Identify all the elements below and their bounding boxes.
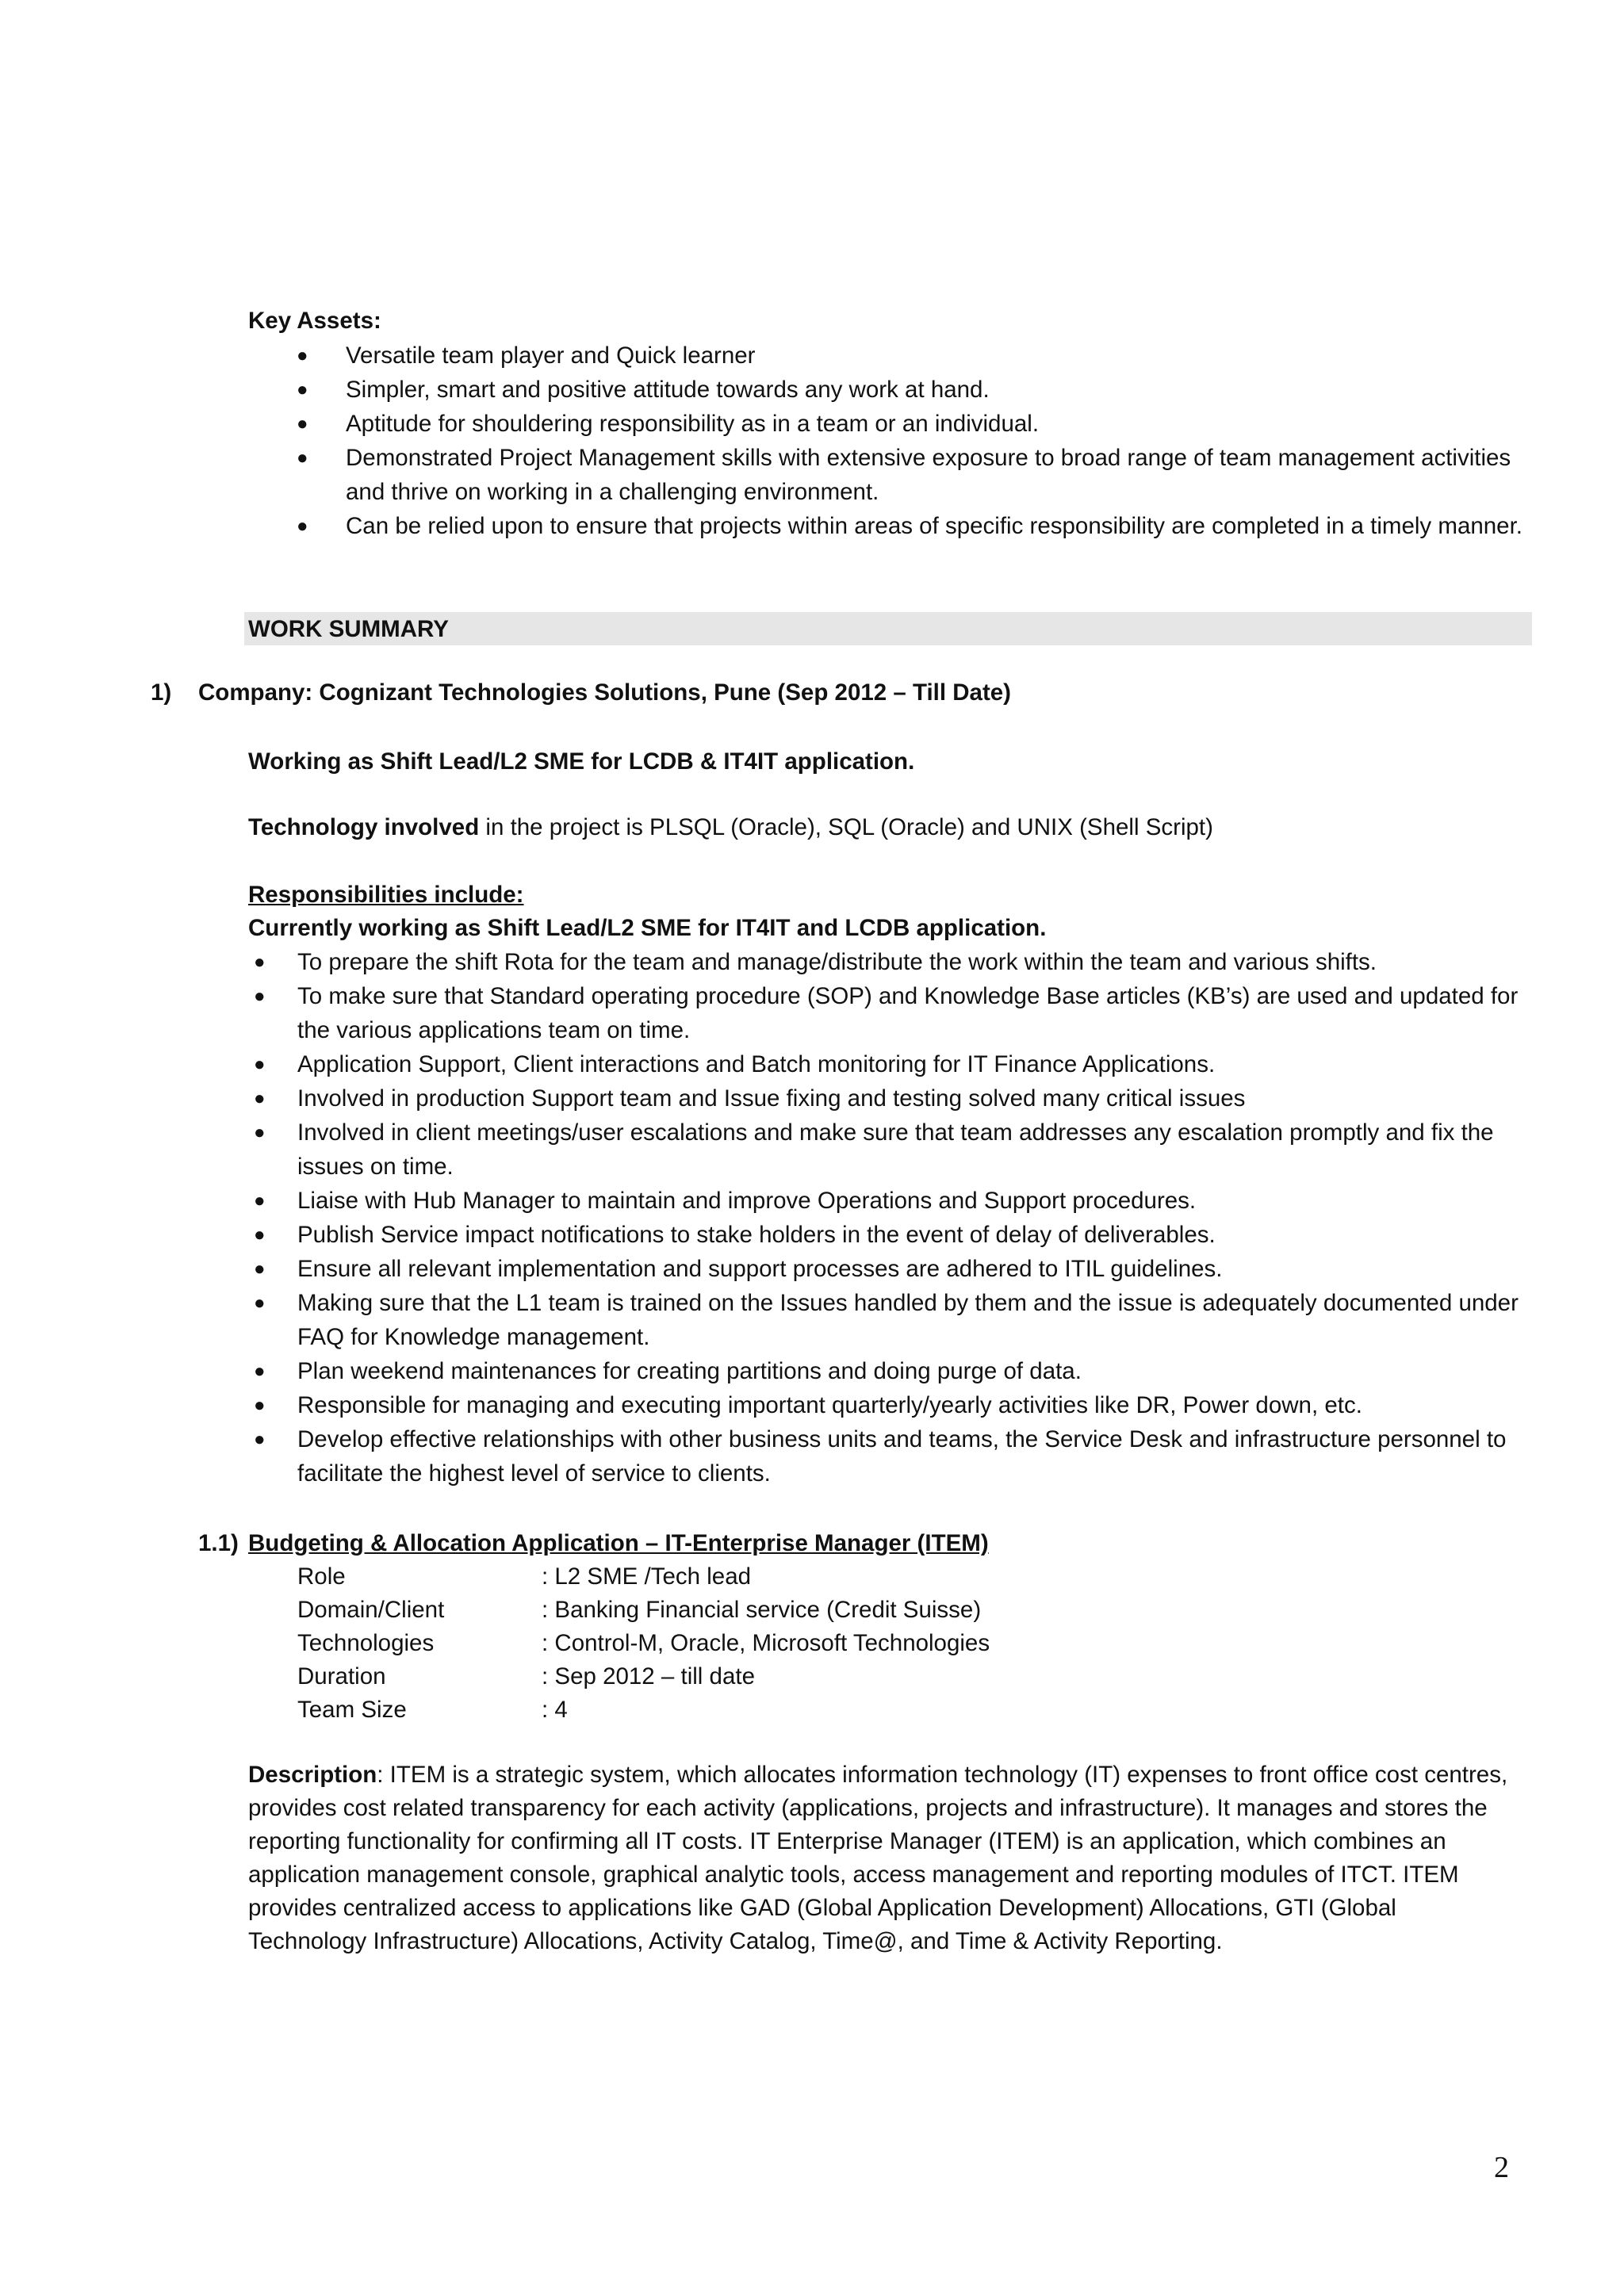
list-item: ● Ensure all relevant implementation and support processes are adhered to ITIL guidelines. [244,1252,1533,1286]
table-row [297,1597,990,1630]
bullet-icon: ● [254,1224,266,1246]
bullet-icon: ● [254,1360,266,1382]
detail-key: Technologies [297,1630,435,1656]
technology-text: in the project is PLSQL (Oracle), SQL (Oracle) and UNIX (Shell Script) [479,814,1213,840]
responsibilities-heading: Responsibilities include: [248,882,524,908]
key-assets-heading: Key Assets: [248,308,381,334]
list-item: ● Develop effective relationships with other business units and teams, the Service Desk and infrastructure personnel to facilitate the highest level of service to clients. [244,1422,1533,1490]
key-assets-list [244,339,1529,543]
project-details-table [297,1563,990,1730]
responsibilities-list [244,945,1533,1490]
bullet-icon: ● [254,1258,266,1280]
company-number: 1) [151,679,172,706]
bullet-icon: ● [254,1292,266,1314]
detail-value: : Control-M, Oracle, Microsoft Technologies [542,1630,990,1656]
table-row [297,1630,990,1663]
list-item: ● Versatile team player and Quick learner [244,339,1529,373]
bullet-icon: ● [254,985,266,1007]
list-item: ● Simpler, smart and positive attitude towards any work at hand. [244,373,1529,407]
list-item: ● Involved in client meetings/user escalations and make sure that team addresses any escalation promptly and fix the issues on time. [244,1115,1533,1184]
detail-key: Role [297,1563,346,1590]
company-label: Company: Cognizant Technologies Solutions, Pune (Sep 2012 – Till Date) [198,679,1011,706]
detail-value: : Sep 2012 – till date [542,1663,755,1689]
bullet-icon: ● [297,379,308,400]
bullet-icon: ● [254,1395,266,1416]
detail-value: : Banking Financial service (Credit Suisse) [542,1597,982,1623]
list-item: ● Responsible for managing and executing important quarterly/yearly activities like DR, Power down, etc. [244,1388,1533,1422]
bullet-icon: ● [254,1122,266,1143]
list-item: ● Publish Service impact notifications to stake holders in the event of delay of deliverables. [244,1218,1533,1252]
detail-value: : L2 SME /Tech lead [542,1563,752,1590]
bullet-icon: ● [297,515,308,537]
list-item: ● Demonstrated Project Management skills with extensive exposure to broad range of team management activities and thrive on working in a challenging environment. [244,441,1529,509]
working-as: Working as Shift Lead/L2 SME for LCDB & IT4IT application. [248,748,915,775]
bullet-icon: ● [297,447,308,469]
detail-value: : 4 [542,1697,568,1723]
project-number: 1.1) [198,1530,239,1556]
list-item: ● Involved in production Support team and Issue fixing and testing solved many critical issues [244,1081,1533,1115]
list-item: ● Aptitude for shouldering responsibility as in a team or an individual. [244,407,1529,441]
table-row [297,1663,990,1697]
bullet-icon: ● [254,1429,266,1450]
list-item: ● To prepare the shift Rota for the team and manage/distribute the work within the team and various shifts. [244,945,1533,979]
table-row [297,1697,990,1730]
list-item: ● Making sure that the L1 team is trained on the Issues handled by them and the issue is adequately documented under FAQ for Knowledge management. [244,1286,1533,1354]
bullet-icon: ● [297,413,308,434]
description-label: Description [248,1762,377,1788]
currently-working: Currently working as Shift Lead/L2 SME for IT4IT and LCDB application. [248,915,1047,941]
list-item: ● Application Support, Client interactions and Batch monitoring for IT Finance Applications. [244,1047,1533,1081]
bullet-icon: ● [254,1088,266,1109]
page-number: 2 [1494,2151,1509,2184]
detail-key: Duration [297,1663,386,1689]
list-item: ● Liaise with Hub Manager to maintain and improve Operations and Support procedures. [244,1184,1533,1218]
bullet-icon: ● [297,345,308,366]
work-summary-heading: WORK SUMMARY [248,616,449,642]
list-item: ● To make sure that Standard operating procedure (SOP) and Knowledge Base articles (KB’s) are used and updated for the various applications team on time. [244,979,1533,1047]
detail-key: Domain/Client [297,1597,445,1623]
project-title: Budgeting & Allocation Application – IT-Enterprise Manager (ITEM) [248,1530,989,1556]
detail-key: Team Size [297,1697,407,1723]
technology-label: Technology involved [248,814,480,840]
bullet-icon: ● [254,1054,266,1075]
bullet-icon: ● [254,1190,266,1211]
list-item: ● Plan weekend maintenances for creating partitions and doing purge of data. [244,1354,1533,1388]
bullet-icon: ● [254,951,266,973]
description-text: : ITEM is a strategic system, which allocates information technology (IT) expenses to front office cost centres, provides cost related transparency for each activity (applications, projects and infrastructure). It manages and stores the reporting functionality for confirming all IT costs. IT Enterprise Manager (ITEM) is an application, which combines an application management console, graphical analytic tools, access management and reporting modules of ITCT. ITEM provides centralized access to applications like GAD (Global Application Development) Allocations, GTI (Global Technology Infrastructure) Allocations, Activity Catalog, Time@, and Time & Activity Reporting. [248,1762,1508,1954]
list-item: ● Can be relied upon to ensure that projects within areas of specific responsibility are completed in a timely manner. [244,509,1529,543]
technology-line [248,814,1213,841]
table-row [297,1563,990,1597]
project-description [248,1758,1517,1958]
